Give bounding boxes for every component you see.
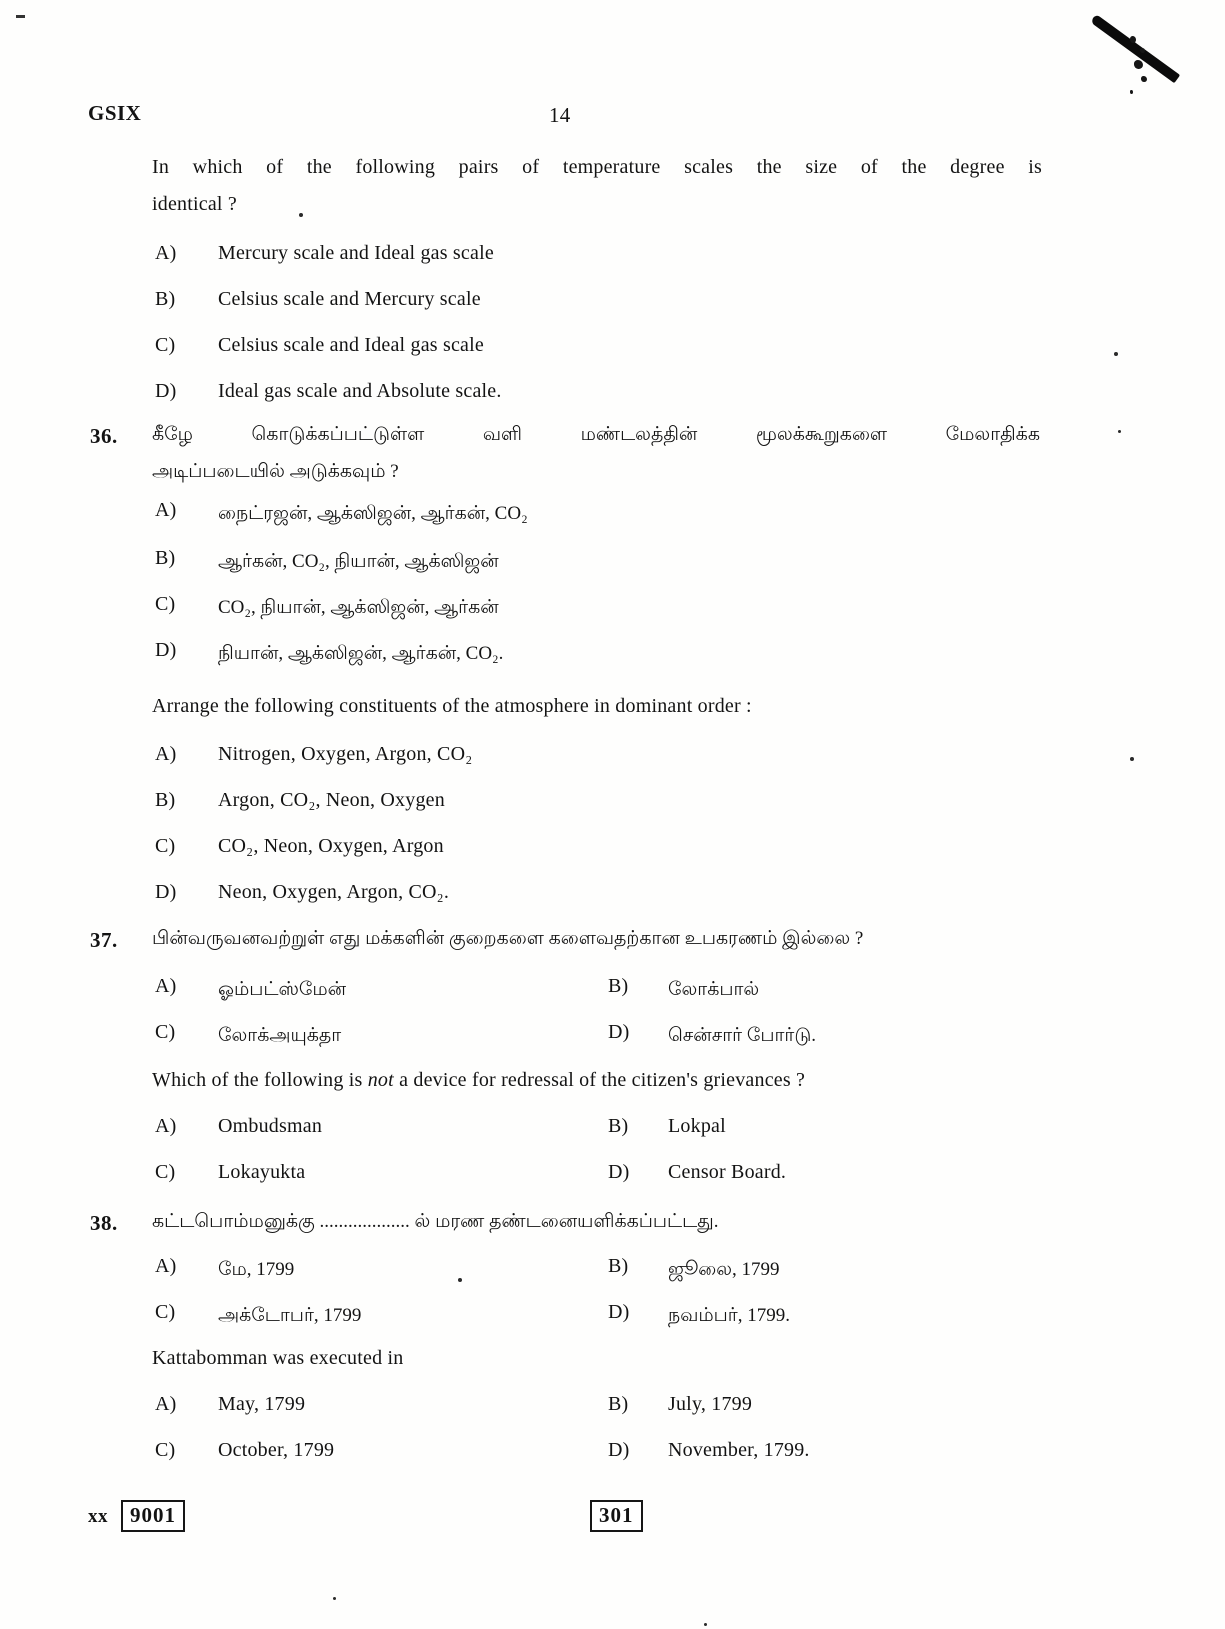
option-text: Censor Board. [668, 1161, 787, 1183]
option-text: Mercury scale and Ideal gas scale [218, 242, 494, 264]
question-38-tamil: கட்டபொம்மனுக்கு ................... ல் மரண தண்டனையளிக்கப்பட்டது. [152, 1211, 719, 1232]
ink-speck [1141, 76, 1147, 82]
option-text: லோக்பால் [668, 979, 760, 1000]
option-text: CO₂, Neon, Oxygen, Argon [218, 835, 444, 857]
option-text: CO₂, நியான், ஆக்ஸிஜன், ஆர்கன் [218, 597, 499, 618]
option-text: ஜூலை, 1799 [668, 1259, 780, 1280]
page-number: 14 [549, 103, 571, 127]
option-letter: D) [608, 1161, 630, 1183]
option-row [0, 1392, 1225, 1426]
ink-speck [1130, 90, 1133, 94]
option-row [0, 287, 1225, 321]
option-row [0, 1114, 1225, 1148]
question-36-number: 36. [90, 424, 118, 448]
option-letter: B) [155, 789, 176, 811]
option-text: லோக்அயுக்தா [218, 1025, 342, 1046]
option-text: October, 1799 [218, 1439, 335, 1461]
question-37-english-post: a device for redressal of the citizen's grievances ? [393, 1069, 806, 1091]
ink-speck [1140, 48, 1145, 53]
question-37-english-not: not [367, 1069, 394, 1091]
option-letter: C) [155, 1161, 176, 1183]
option-row [0, 592, 1225, 626]
question-temperature-line1: In which of the following pairs of temperature scales the size of the degree is [152, 156, 1042, 178]
ink-speck [333, 1597, 336, 1600]
option-letter: B) [155, 547, 176, 569]
option-row [0, 1300, 1225, 1334]
question-temperature-line2: identical ? [152, 193, 237, 215]
option-row [0, 241, 1225, 275]
option-letter: D) [608, 1301, 630, 1323]
option-letter: A) [155, 1393, 177, 1415]
option-row [0, 788, 1225, 822]
option-letter: C) [155, 835, 176, 857]
option-row [0, 1020, 1225, 1054]
option-row [0, 546, 1225, 580]
option-text: நியான், ஆக்ஸிஜன், ஆர்கன், CO₂. [218, 643, 504, 664]
option-text: மே, 1799 [218, 1259, 295, 1280]
question-36-tamil-line2: அடிப்படையில் அடுக்கவும் ? [152, 461, 399, 482]
question-37-number: 37. [90, 928, 118, 952]
ink-speck [299, 213, 303, 217]
question-36-english: Arrange the following constituents of the atmosphere in dominant order : [152, 695, 752, 717]
question-37-english-pre: Which of the following is [152, 1069, 368, 1091]
footer-prefix: xx [88, 1506, 108, 1527]
option-text: November, 1799. [668, 1439, 810, 1461]
option-letter: C) [155, 593, 176, 615]
footer-code-box: 9001 [121, 1500, 185, 1532]
scan-dash-mark [16, 15, 25, 18]
option-row [0, 1438, 1225, 1472]
option-text: Ombudsman [218, 1115, 323, 1137]
paper-code: GSIX [88, 101, 142, 125]
option-letter: A) [155, 1255, 177, 1277]
option-text: Ideal gas scale and Absolute scale. [218, 380, 502, 402]
option-text: Lokpal [668, 1115, 726, 1137]
footer-center-box: 301 [590, 1500, 643, 1532]
option-text: May, 1799 [218, 1393, 306, 1415]
option-row [0, 333, 1225, 367]
option-letter: B) [608, 975, 629, 997]
ink-speck [704, 1623, 707, 1626]
option-row [0, 742, 1225, 776]
ink-speck [1118, 430, 1121, 433]
question-38-number: 38. [90, 1211, 118, 1235]
option-letter: C) [155, 1439, 176, 1461]
option-letter: B) [608, 1115, 629, 1137]
option-letter: B) [608, 1393, 629, 1415]
question-38-english: Kattabomman was executed in [152, 1347, 404, 1369]
option-text: Argon, CO₂, Neon, Oxygen [218, 789, 445, 811]
option-text: ஆர்கன், CO₂, நியான், ஆக்ஸிஜன் [218, 551, 499, 572]
option-letter: D) [155, 380, 177, 402]
option-text: சென்சார் போர்டு. [668, 1025, 817, 1046]
option-letter: A) [155, 975, 177, 997]
option-row [0, 638, 1225, 672]
option-row [0, 379, 1225, 413]
option-letter: A) [155, 743, 177, 765]
option-letter: D) [155, 639, 177, 661]
option-letter: C) [155, 334, 176, 356]
option-text: Celsius scale and Mercury scale [218, 288, 481, 310]
option-row [0, 974, 1225, 1008]
option-row [0, 880, 1225, 914]
option-row [0, 498, 1225, 532]
option-row [0, 1254, 1225, 1288]
question-37-english [152, 1068, 805, 1093]
option-row [0, 834, 1225, 868]
option-text: Nitrogen, Oxygen, Argon, CO₂ [218, 743, 473, 765]
question-36-tamil-line1: கீழே கொடுக்கப்பட்டுள்ள வளி மண்டலத்தின் மூலக்கூறுகளை மேலாதிக்க [152, 424, 1040, 445]
option-text: Lokayukta [218, 1161, 306, 1183]
option-letter: B) [155, 288, 176, 310]
option-row [0, 1160, 1225, 1194]
option-text: ஓம்பட்ஸ்மேன் [218, 979, 347, 1000]
option-text: நைட்ரஜன், ஆக்ஸிஜன், ஆர்கன், CO₂ [218, 503, 528, 524]
option-letter: C) [155, 1301, 176, 1323]
option-letter: A) [155, 242, 177, 264]
option-text: Celsius scale and Ideal gas scale [218, 334, 484, 356]
pen-mark [1090, 14, 1180, 83]
option-letter: D) [608, 1021, 630, 1043]
option-letter: A) [155, 499, 177, 521]
option-letter: D) [155, 881, 177, 903]
option-letter: D) [608, 1439, 630, 1461]
ink-speck [1134, 60, 1143, 69]
option-text: அக்டோபர், 1799 [218, 1305, 362, 1326]
option-text: July, 1799 [668, 1393, 753, 1415]
question-37-tamil: பின்வருவனவற்றுள் எது மக்களின் குறைகளை களைவதற்கான உபகரணம் இல்லை ? [152, 928, 864, 949]
option-text: Neon, Oxygen, Argon, CO₂. [218, 881, 450, 903]
option-text: நவம்பர், 1799. [668, 1305, 790, 1326]
ink-speck [1130, 36, 1136, 43]
option-letter: B) [608, 1255, 629, 1277]
option-letter: C) [155, 1021, 176, 1043]
option-letter: A) [155, 1115, 177, 1137]
